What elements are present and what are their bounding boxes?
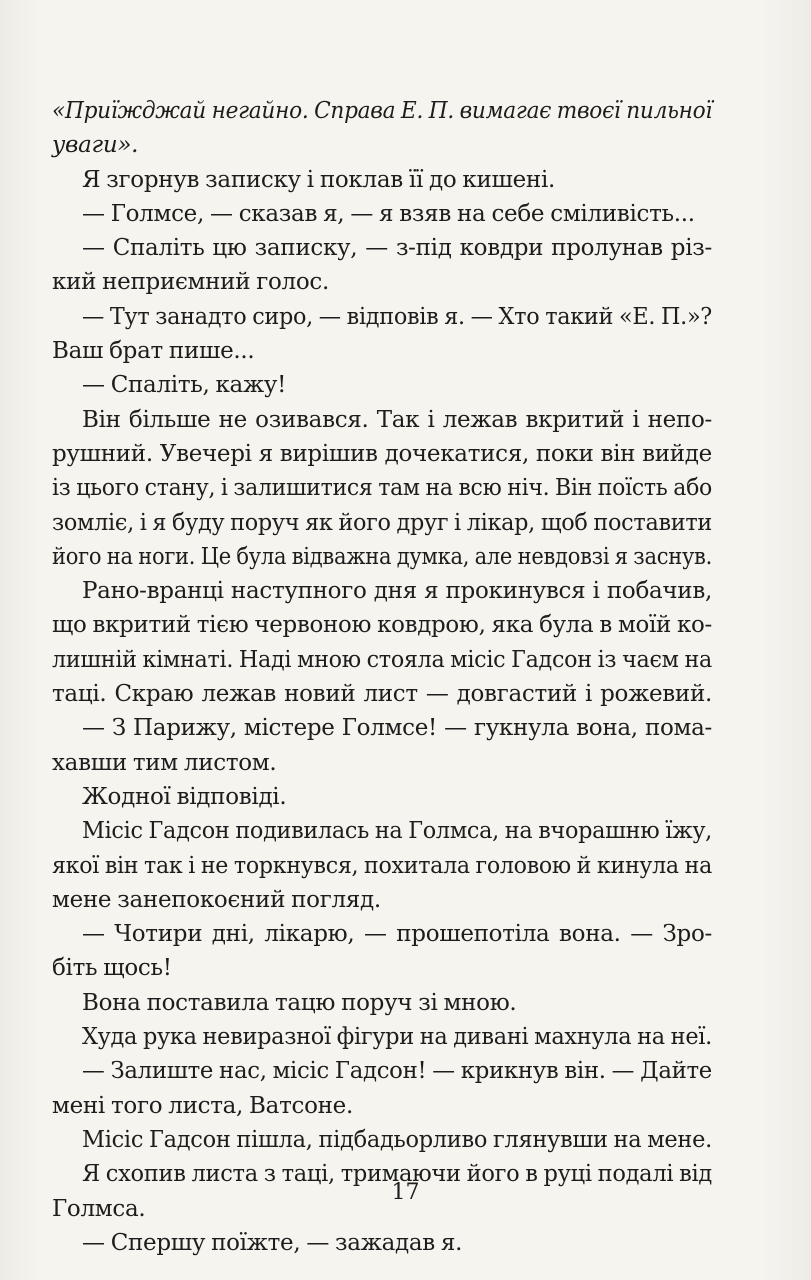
text-line-content: — Спаліть, кажу!: [82, 372, 287, 399]
text-line: [52, 403, 712, 437]
text-line: [52, 368, 712, 402]
text-line: [52, 814, 712, 848]
text-line: [52, 746, 712, 780]
text-line-content: Голмса.: [52, 1195, 146, 1222]
text-line: [52, 917, 712, 951]
text-line: [52, 334, 712, 368]
text-line: [52, 986, 712, 1020]
text-line-content: — Залиште нас, місіс Гадсон! — крикнув він. — Дайте: [82, 1058, 712, 1085]
text-line: [52, 197, 712, 231]
text-line-content: якої він так і не торкнувся, похитала головою й кинула на: [52, 852, 712, 879]
text-line-content: — Чотири дні, лікарю, — прошепотіла вона. — Зро-: [82, 921, 712, 948]
text-line: [52, 94, 712, 128]
text-line-content: Я схопив листа з таці, тримаючи його в руці подалі від: [82, 1161, 712, 1188]
text-line: [52, 849, 712, 883]
text-line: [52, 540, 712, 574]
text-line: [52, 951, 712, 985]
text-line-content: лишній кімнаті. Наді мною стояла місіс Гадсон із чаєм на: [52, 646, 712, 673]
text-line: [52, 163, 712, 197]
text-line-content: Місіс Гадсон пішла, підбадьорливо глянувши на мене.: [82, 1126, 712, 1153]
text-line: [52, 128, 712, 162]
text-line: [52, 643, 712, 677]
text-line-content: — Голмсе, — сказав я, — я взяв на себе сміливість...: [82, 200, 695, 227]
text-line-content: біть щось!: [52, 955, 172, 982]
text-line-content: рушний. Увечері я вирішив дочекатися, поки він вийде: [52, 440, 712, 467]
text-line-content: таці. Скраю лежав новий лист — довгастий і рожевий.: [52, 681, 712, 708]
text-line-content: мене занепокоєний погляд.: [52, 886, 381, 913]
text-line-content: Я згорнув записку і поклав її до кишені.: [82, 166, 556, 193]
text-line: [52, 506, 712, 540]
text-line-content: Він більше не озивався. Так і лежав вкритий і непо-: [82, 406, 712, 433]
text-line-content: Місіс Гадсон подивилась на Голмса, на вчорашню їжу,: [82, 818, 712, 845]
text-line: [52, 574, 712, 608]
page-number: 17: [391, 1180, 420, 1205]
text-line-content: — Спершу поїжте, — зажадав я.: [82, 1229, 463, 1256]
text-line-content: мені того листа, Ватсоне.: [52, 1092, 353, 1119]
text-line-content: із цього стану, і залишитися там на всю ніч. Він поїсть або: [52, 475, 712, 502]
text-line-content: Худа рука невиразної фігури на дивані махнула на неї.: [82, 1024, 712, 1051]
text-line: [52, 265, 712, 299]
text-line: [52, 437, 712, 471]
text-line-content: — З Парижу, містере Голмсе! — гукнула вона, пома-: [82, 715, 712, 742]
text-line: [52, 1226, 712, 1260]
text-line-content: хавши тим листом.: [52, 749, 277, 776]
text-line: [52, 1089, 712, 1123]
text-line: [52, 677, 712, 711]
text-line: [52, 300, 712, 334]
text-line-content: Ваш брат пише...: [52, 338, 255, 365]
text-line-content: «Приїжджай негайно. Справа Е. П. вимагає твоєї пильної: [52, 98, 712, 124]
text-line-content: зомліє, і я буду поруч як його друг і лікар, щоб поставити: [52, 509, 712, 536]
text-line: [52, 780, 712, 814]
text-line-content: — Тут занадто сиро, — відповів я. — Хто такий «Е. П.»?: [82, 303, 712, 330]
text-line-content: — Спаліть цю записку, — з-під ковдри пролунав різ-: [82, 235, 712, 262]
text-line-content: уваги».: [52, 132, 139, 159]
text-line-content: Вона поставила тацю поруч зі мною.: [82, 989, 517, 1016]
text-line: [52, 608, 712, 642]
text-line-content: його на ноги. Це була відважна думка, але невдовзі я заснув.: [52, 543, 712, 570]
text-line-content: Жодної відповіді.: [82, 783, 287, 810]
text-line: [52, 883, 712, 917]
text-line-content: кий неприємний голос.: [52, 269, 329, 296]
body-text: [52, 94, 712, 1260]
text-line: [52, 231, 712, 265]
text-line: [52, 711, 712, 745]
text-line-content: Рано-вранці наступного дня я прокинувся і побачив,: [82, 578, 712, 605]
text-line: [52, 1054, 712, 1088]
text-line: [52, 1123, 712, 1157]
text-line-content: що вкритий тією червоною ковдрою, яка була в моїй ко-: [52, 612, 712, 639]
text-line: [52, 1020, 712, 1054]
text-line: [52, 471, 712, 505]
